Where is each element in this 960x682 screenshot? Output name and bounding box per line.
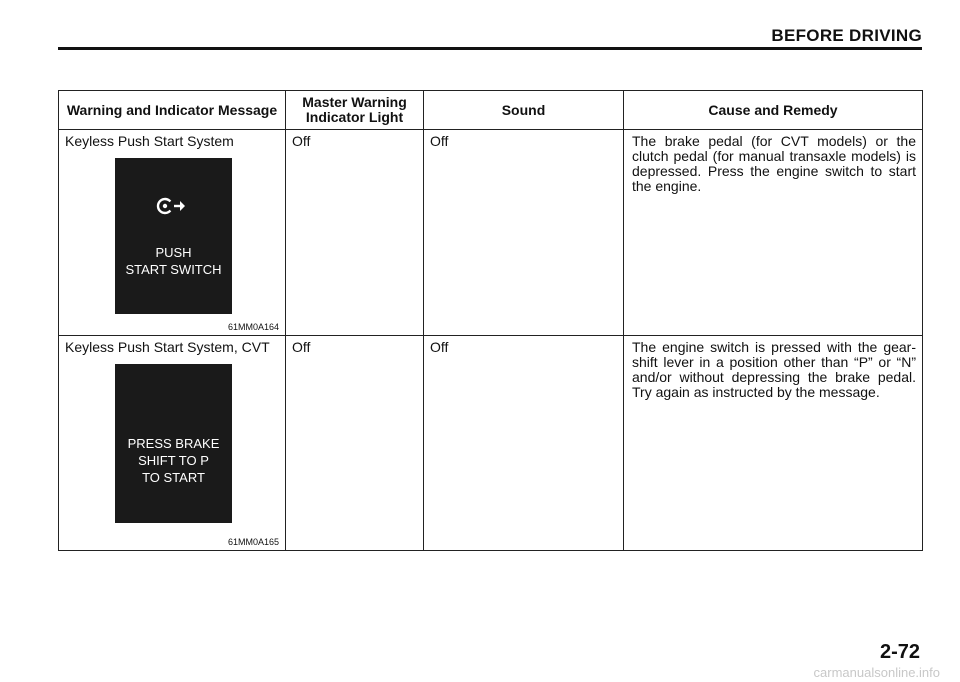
watermark: carmanualsonline.info	[813, 665, 940, 680]
column-header-master-warning: Master Warning Indicator Light	[286, 91, 424, 130]
display-line: PUSH	[155, 245, 192, 260]
figure-code: 61MM0A165	[227, 537, 279, 547]
message-label: Keyless Push Start System	[65, 133, 234, 149]
warning-table	[58, 90, 923, 551]
remedy-cell	[624, 130, 923, 336]
sound-cell	[424, 336, 624, 551]
remedy-text: The brake pedal (for CVT models) or the clutch pedal (for manual transaxle models) is depressed. Press the engine switch to start the engine.	[632, 133, 916, 194]
page-number: 2-72	[879, 641, 920, 663]
message-label: Keyless Push Start System, CVT	[65, 339, 270, 355]
column-header-message: Warning and Indicator Message	[59, 91, 286, 130]
figure-code: 61MM0A164	[227, 322, 279, 332]
sound-value: Off	[430, 133, 449, 149]
sound-value: Off	[430, 339, 449, 355]
key-push-start-icon	[154, 196, 190, 216]
master-warning-value: Off	[292, 339, 311, 355]
header-rule	[58, 47, 922, 50]
remedy-cell	[624, 336, 923, 551]
message-cell	[59, 336, 286, 551]
table-header-row	[59, 91, 923, 130]
display-screen	[115, 158, 232, 314]
column-header-sound: Sound	[424, 91, 624, 130]
display-line: PRESS BRAKE	[127, 436, 220, 451]
table-row	[59, 130, 923, 336]
display-line: START SWITCH	[125, 262, 222, 277]
message-cell	[59, 130, 286, 336]
master-warning-value: Off	[292, 133, 311, 149]
master-warning-cell	[286, 336, 424, 551]
sound-cell	[424, 130, 624, 336]
display-line: TO START	[142, 470, 205, 485]
section-title: BEFORE DRIVING	[771, 26, 922, 45]
column-header-remedy: Cause and Remedy	[624, 91, 923, 130]
display-line: SHIFT TO P	[138, 453, 209, 468]
master-warning-cell	[286, 130, 424, 336]
table-row	[59, 336, 923, 551]
display-screen	[115, 364, 232, 523]
remedy-text: The engine switch is pressed with the gear-shift lever in a position other than “P” or “N” and/or without depressing the brake pedal. Try again as instructed by the message.	[632, 339, 916, 400]
